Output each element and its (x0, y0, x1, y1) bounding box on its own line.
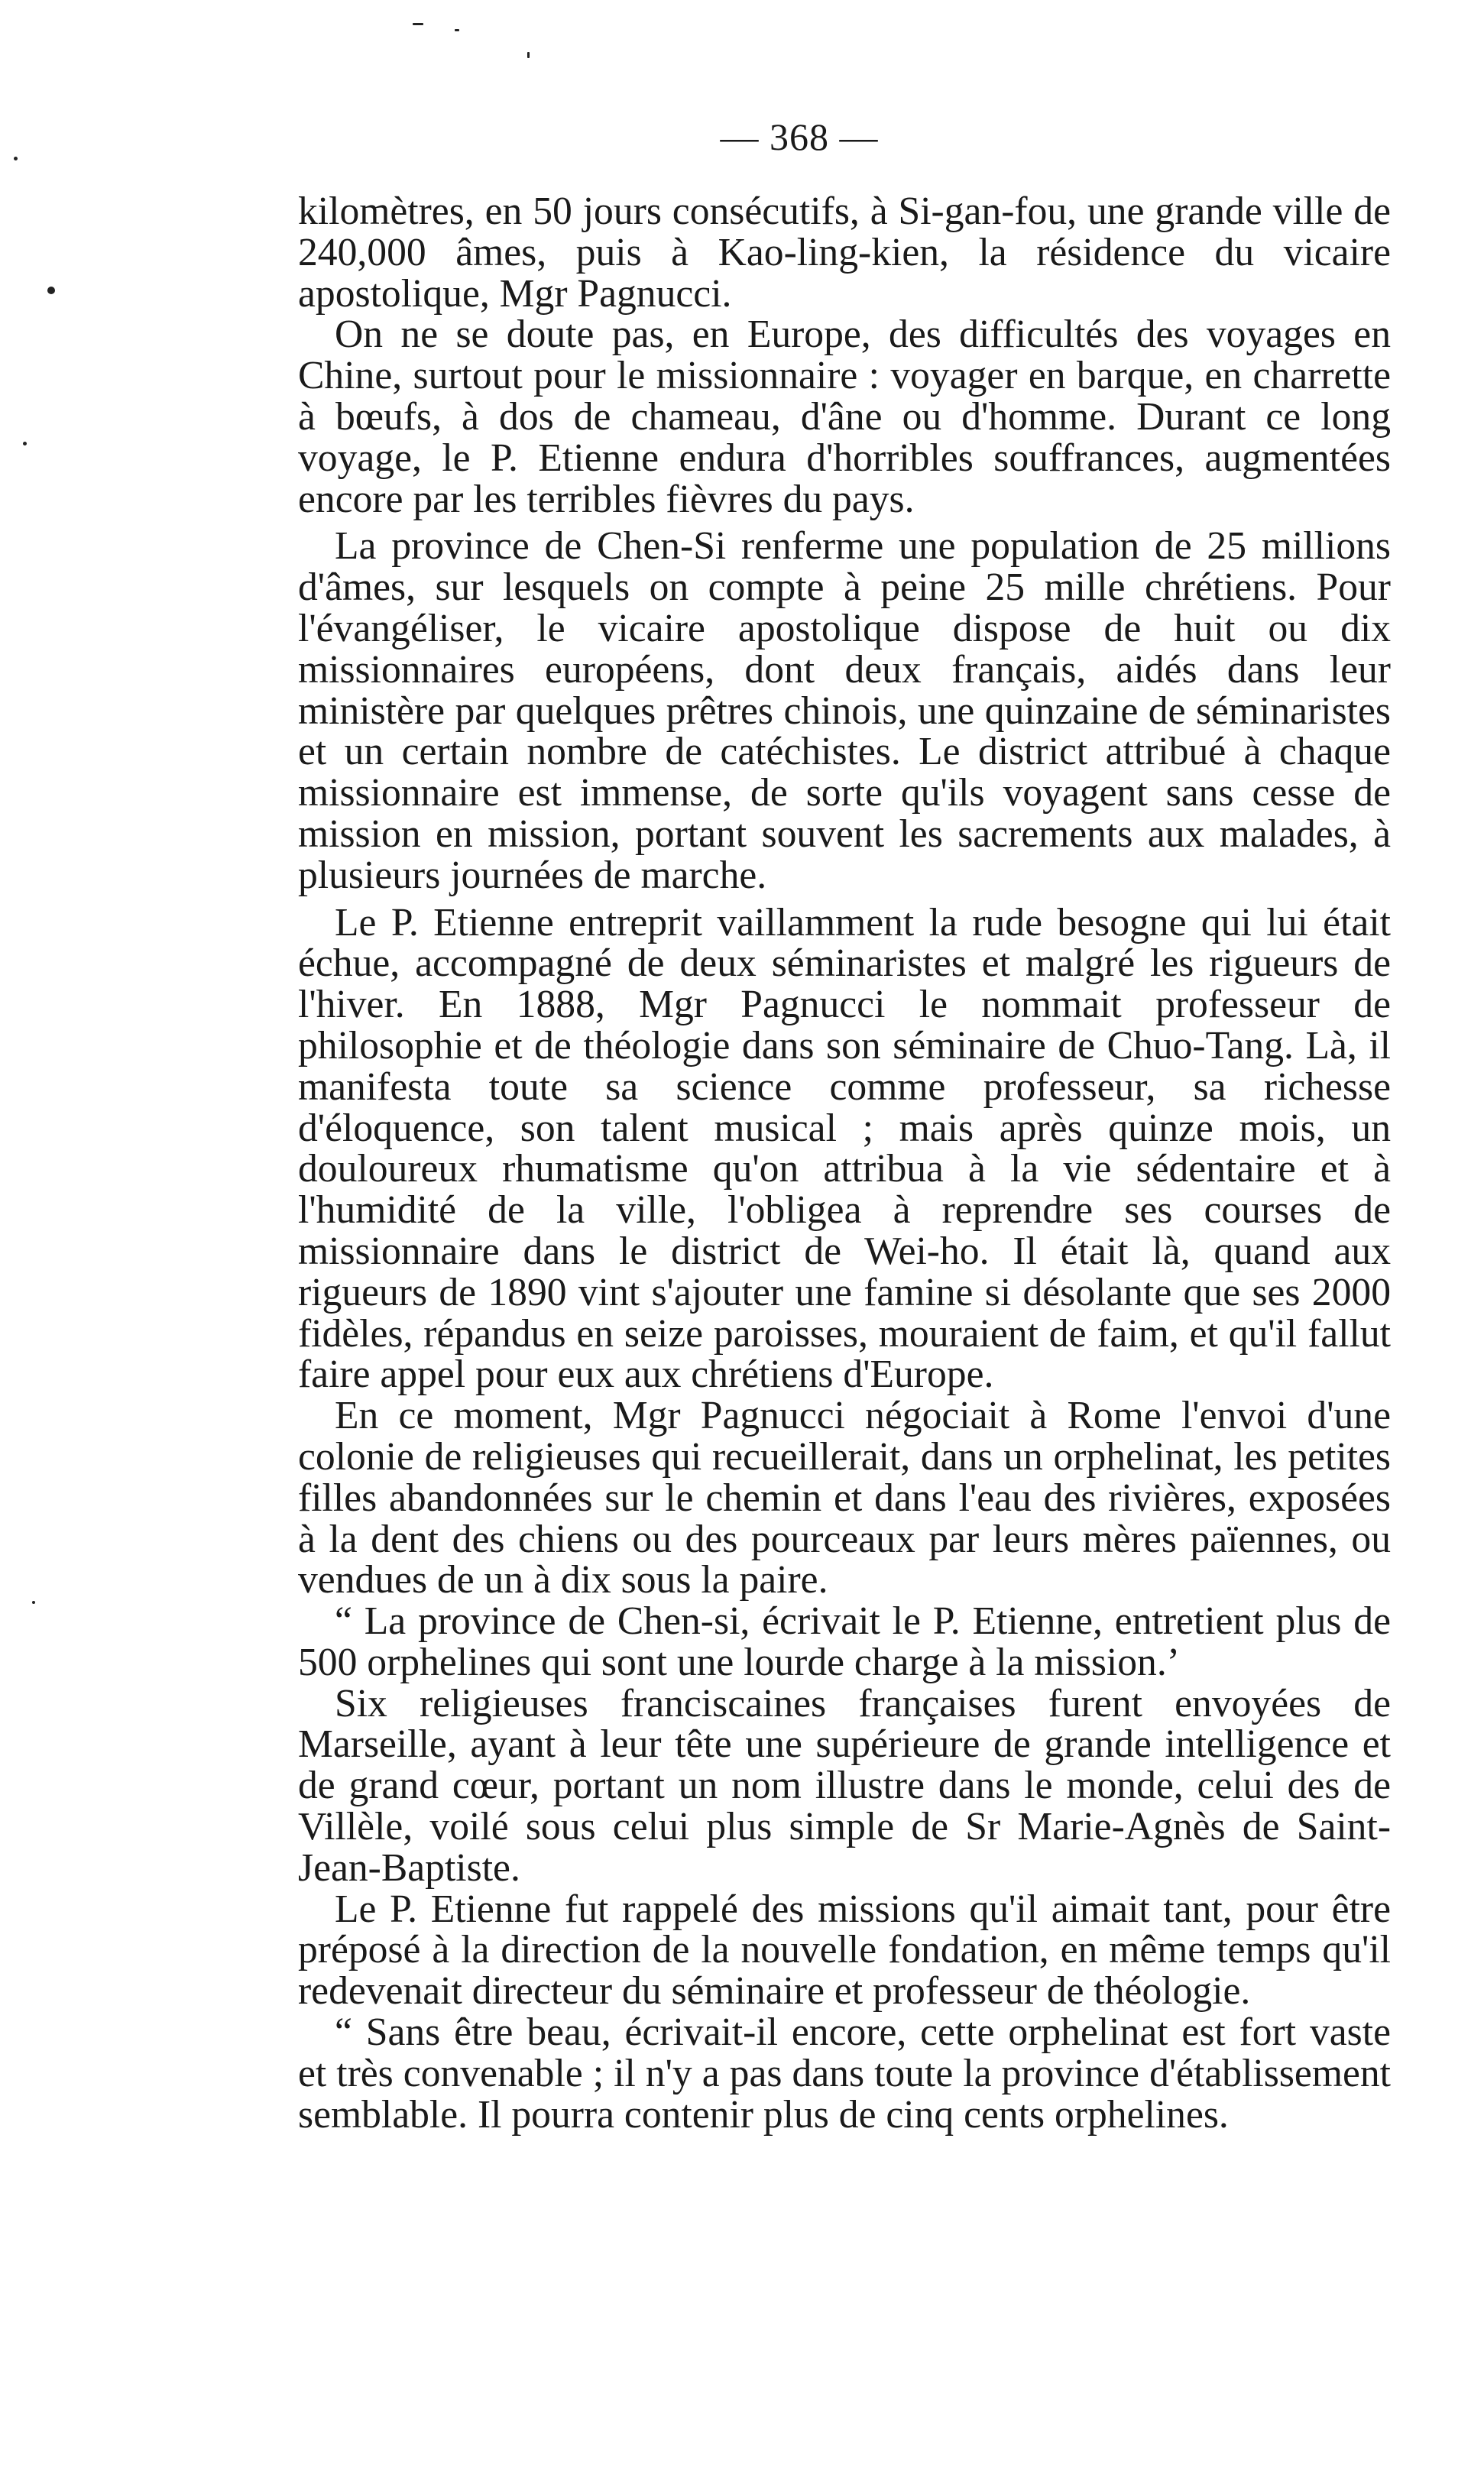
scan-speck (14, 157, 18, 160)
scan-speck (23, 442, 27, 445)
scan-speck (527, 52, 530, 58)
paragraph-7: Six religieuses franciscaines françaises furent envoyées de Marseille, ayant à leur tête une supérieure de grande intelligence et de grand cœur, portant un nom illustre dans le monde, celui des de Villèle, voilé sous celui plus simple de Sr Marie-Agnès de Saint-Jean-Baptiste. (298, 1681, 1391, 1890)
paragraph-5: En ce moment, Mgr Pagnucci négociait à Rome l'envoi d'une colonie de religieuses qui recueillerait, dans un orphelinat, les petites filles abandonnées sur le chemin et dans l'eau des rivières, exposées à la dent des chiens ou des pourceaux par leurs mères païennes, ou vendues de un à dix sous la paire. (298, 1394, 1391, 1602)
scan-speck (413, 23, 423, 25)
page-number: — 368 — (720, 115, 879, 158)
body-text (298, 191, 1391, 2135)
paragraph-9: “ Sans être beau, écrivait-il encore, cette orphelinat est fort vaste et très convenable ; il n'y a pas dans toute la province d'établissement semblable. Il pourra contenir plus de cinq cents orphelines. (298, 2010, 1391, 2137)
paragraph-6: “ La province de Chen-si, écrivait le P. Etienne, entretient plus de 500 orphelines qui sont une lourde charge à la mission.’ (298, 1599, 1391, 1684)
scan-speck (32, 1601, 35, 1604)
paragraph-1: kilomètres, en 50 jours consécutifs, à Si-gan-fou, une grande ville de 240,000 âmes, puis à Kao-ling-kien, la résidence du vicaire apostolique, Mgr Pagnucci. (298, 190, 1391, 316)
scan-speck (47, 287, 55, 294)
paragraph-3: La province de Chen-Si renferme une population de 25 millions d'âmes, sur lesquels on compte à peine 25 mille chrétiens. Pour l'évangéliser, le vicaire apostolique dispose de huit ou dix missionnaires européens, dont deux français, aidés dans leur ministère par quelques prêtres chinois, une quinzaine de séminaristes et un certain nombre de catéchistes. Le district attribué à chaque missionnaire est immense, de sorte qu'ils voyagent sans cesse de mission en mission, portant souvent les sacrements aux malades, à plusieurs journées de marche. (298, 524, 1391, 897)
paragraph-8: Le P. Etienne fut rappelé des missions qu'il aimait tant, pour être préposé à la direction de la nouvelle fondation, en même temps qu'il redevenait directeur du séminaire et professeur de théologie. (298, 1887, 1391, 2014)
paragraph-4: Le P. Etienne entreprit vaillamment la rude besogne qui lui était échue, accompagné de deux séminaristes et malgré les rigueurs de l'hiver. En 1888, Mgr Pagnucci le nommait professeur de philosophie et de théologie dans son séminaire de Chuo-Tang. Là, il manifesta toute sa science comme professeur, sa richesse d'éloquence, son talent musical ; mais après quinze mois, un douloureux rhumatisme qu'on attribua à la vie sédentaire et à l'humidité de la ville, l'obligea à reprendre ses courses de missionnaire dans le district de Wei-ho. Il était là, quand aux rigueurs de 1890 vint s'ajouter une famine si désolante que ses 2000 fidèles, répandus en seize paroisses, mouraient de faim, et qu'il fallut faire appel pour eux aux chrétiens d'Europe. (298, 900, 1391, 1397)
scan-speck (455, 29, 459, 31)
paragraph-2: On ne se doute pas, en Europe, des difficultés des voyages en Chine, surtout pour le missionnaire : voyager en barque, en charrette à bœufs, à dos de chameau, d'âne ou d'homme. Durant ce long voyage, le P. Etienne endura d'horribles souffrances, augmentées encore par les terribles fièvres du pays. (298, 313, 1391, 521)
